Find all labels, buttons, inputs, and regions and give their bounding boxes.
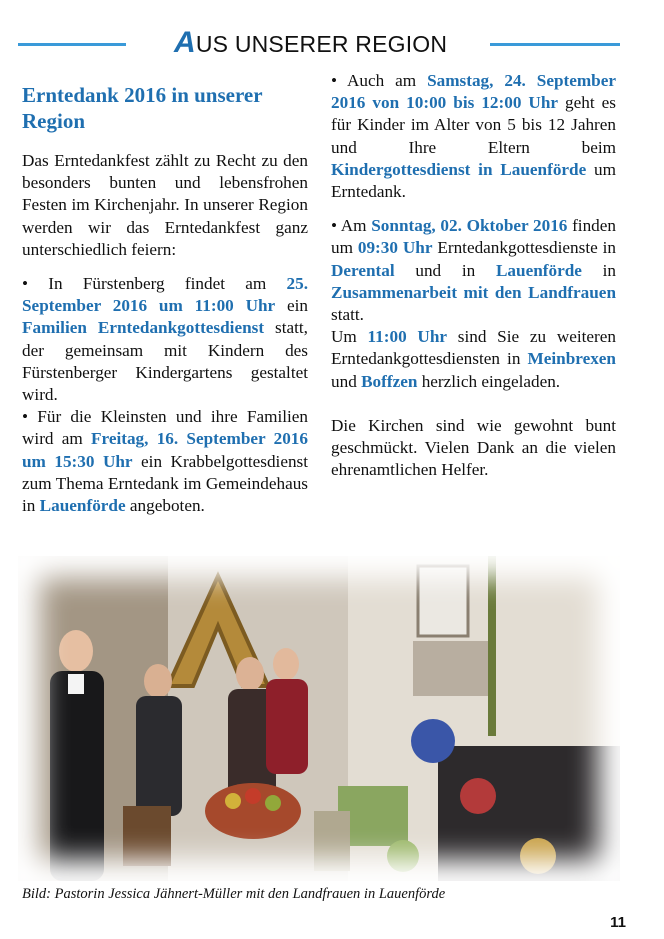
highlight-date: 25. September 2016 um 11:00 Uhr xyxy=(22,274,308,316)
highlight-service: Familien Erntedankgottesdienst xyxy=(22,318,265,338)
text: ein Krabbelgottesdienst zum Thema Erntedank im Gemeindehaus in xyxy=(22,451,309,516)
text: • Am xyxy=(331,216,372,236)
highlight-place: Boffzen xyxy=(361,371,418,391)
text: geht es für Kinder im Alter von 5 bis 12 Jahren und Ihre Eltern beim xyxy=(331,93,616,157)
highlight-time: 11:00 Uhr xyxy=(367,327,448,347)
highlight-date: Freitag, 16. September 2016 um 15:30 Uhr xyxy=(22,429,308,471)
text: in xyxy=(581,260,616,280)
highlight-place: Lauenförde xyxy=(39,496,126,516)
text: Um xyxy=(331,327,368,347)
text: finden um xyxy=(331,216,616,258)
article-column-right xyxy=(331,70,616,481)
paragraph-weitere-gottesdienste xyxy=(331,326,616,393)
text: statt, der gemeinsam mit Kindern des Fürstenberger Kindergartens gestaltet wird. xyxy=(22,318,308,405)
section-title-initial: A xyxy=(174,26,196,59)
highlight-place: Lauenförde xyxy=(495,260,582,280)
section-title xyxy=(174,26,474,60)
page-number: 11 xyxy=(610,914,626,931)
highlight-place: Meinbrexen xyxy=(527,349,616,369)
section-title-text: US UNSERER REGION xyxy=(195,31,448,57)
highlight-date: Sonntag, 02. Oktober 2016 xyxy=(371,216,568,236)
highlight-place: Derental xyxy=(331,260,395,280)
text: • Für die Kleinsten und ihre Familien wird am xyxy=(22,407,308,449)
text: und xyxy=(331,371,362,391)
article-column-left xyxy=(22,70,308,517)
text: • Auch am xyxy=(331,71,428,90)
highlight-time: 09:30 Uhr xyxy=(357,238,433,258)
header-rule-right xyxy=(490,43,620,46)
text: Erntedankgottesdienste in xyxy=(432,238,616,258)
text: und in xyxy=(394,260,496,280)
paragraph-kindergottesdienst xyxy=(331,70,616,203)
text: herzlich eingeladen. xyxy=(417,371,561,391)
article-title: Erntedank 2016 in unserer Region xyxy=(22,83,263,133)
text: um Erntedank. xyxy=(331,159,616,202)
text: • In Fürstenberg findet am xyxy=(22,274,287,294)
text: ein xyxy=(275,296,309,316)
highlight-date: Samstag, 24. September 2016 von 10:00 bis 12:00 Uhr xyxy=(331,71,616,113)
highlight-service: Kindergottesdienst in Lauenförde xyxy=(331,159,587,179)
header-rule-left xyxy=(18,43,126,46)
paragraph-sonntag xyxy=(331,215,616,326)
photo-illustration-icon xyxy=(18,556,620,881)
photo-caption: Bild: Pastorin Jessica Jähnert-Müller mit den Landfrauen in Lauenförde xyxy=(22,886,446,902)
text: sind Sie zu weiteren Erntedankgottesdiensten in xyxy=(331,327,617,369)
highlight-partner: Zusammenarbeit mit den Landfrauen xyxy=(331,282,616,302)
closing-paragraph: Die Kirchen sind wie gewohnt bunt geschmückt. Vielen Dank an die vielen ehrenamtlichen Helfer. xyxy=(331,415,616,480)
intro-paragraph: Das Erntedankfest zählt zu Recht zu den besonders bunten und lebensfrohen Festen im Kirchenjahr. In unserer Region werden wir das Erntedankfest ganz unterschiedlich feiern: xyxy=(22,151,308,259)
church-harvest-photo xyxy=(18,556,620,881)
paragraph-krabbelgottesdienst xyxy=(22,406,308,517)
text: statt. xyxy=(331,305,364,325)
text: angeboten. xyxy=(125,496,205,516)
paragraph-fuerstenberg xyxy=(22,273,308,406)
